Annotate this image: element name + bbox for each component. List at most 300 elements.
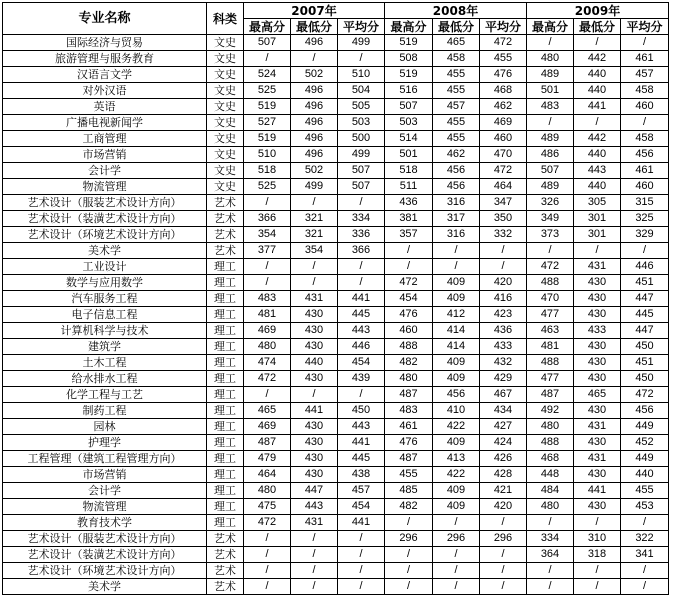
score-cell: 456 [621,403,669,419]
score-cell: 486 [527,147,574,163]
score-cell: 448 [527,467,574,483]
category-cell: 理工 [207,371,244,387]
score-cell: 445 [621,307,669,323]
score-cell: 496 [291,99,338,115]
score-cell: / [433,259,480,275]
category-cell: 理工 [207,387,244,403]
score-cell: 381 [385,211,433,227]
score-cell: / [574,35,621,51]
score-cell: 527 [244,115,291,131]
score-cell: 496 [291,83,338,99]
major-name-cell: 国际经济与贸易 [3,35,207,51]
score-cell: 449 [621,451,669,467]
header-year-2009: 2009年 [527,3,669,19]
score-cell: 440 [574,179,621,195]
category-cell: 理工 [207,515,244,531]
score-cell: / [244,563,291,579]
score-cell: 499 [291,179,338,195]
score-cell: 508 [385,51,433,67]
score-cell: 503 [385,115,433,131]
score-cell: 451 [621,275,669,291]
table-row [3,275,669,291]
header-max-2009: 最高分 [527,19,574,35]
score-cell: 487 [385,451,433,467]
score-cell: 470 [527,291,574,307]
score-cell: 430 [291,451,338,467]
category-cell: 理工 [207,451,244,467]
header-avg-2009: 平均分 [621,19,669,35]
score-cell: 511 [385,179,433,195]
score-cell: 455 [433,115,480,131]
score-cell: 463 [527,323,574,339]
score-cell: 434 [480,403,527,419]
header-year-2007: 2007年 [244,3,385,19]
score-cell: 430 [574,403,621,419]
score-cell: 318 [574,547,621,563]
score-cell: 430 [291,467,338,483]
score-cell: 452 [621,435,669,451]
score-cell: 410 [433,403,480,419]
score-cell: 456 [621,147,669,163]
score-cell: 336 [338,227,385,243]
score-cell: 433 [574,323,621,339]
category-cell: 艺术 [207,211,244,227]
score-cell: 510 [244,147,291,163]
score-cell: / [244,51,291,67]
table-row [3,163,669,179]
table-row [3,323,669,339]
score-cell: 430 [574,339,621,355]
table-row [3,291,669,307]
score-cell: / [621,115,669,131]
score-cell: / [338,275,385,291]
table-row [3,579,669,595]
score-cell: 436 [385,195,433,211]
major-name-cell: 计算机科学与技术 [3,323,207,339]
major-name-cell: 园林 [3,419,207,435]
category-cell: 文史 [207,83,244,99]
score-cell: 446 [621,259,669,275]
header-avg-2007: 平均分 [338,19,385,35]
score-cell: / [244,387,291,403]
score-cell: 441 [574,483,621,499]
table-row [3,435,669,451]
score-cell: 430 [574,307,621,323]
major-name-cell: 化学工程与工艺 [3,387,207,403]
header-max-2008: 最高分 [385,19,433,35]
major-name-cell: 物流管理 [3,499,207,515]
score-cell: 441 [338,515,385,531]
category-cell: 理工 [207,291,244,307]
table-row [3,339,669,355]
score-cell: 413 [433,451,480,467]
score-cell: / [385,515,433,531]
score-cell: 457 [621,67,669,83]
score-cell: 409 [433,499,480,515]
score-cell: 414 [433,339,480,355]
score-cell: / [433,563,480,579]
score-cell: 461 [621,163,669,179]
category-cell: 艺术 [207,547,244,563]
header-major: 专业名称 [3,3,207,35]
score-cell: / [385,547,433,563]
score-cell: 482 [385,355,433,371]
score-cell: / [338,51,385,67]
score-cell: / [244,531,291,547]
score-cell: 341 [621,547,669,563]
category-cell: 艺术 [207,531,244,547]
score-cell: 484 [527,483,574,499]
score-cell: 518 [385,163,433,179]
score-cell: 472 [385,275,433,291]
score-cell: 519 [385,67,433,83]
score-cell: 476 [385,307,433,323]
category-cell: 理工 [207,483,244,499]
score-cell: 445 [338,307,385,323]
score-cell: 479 [244,451,291,467]
score-cell: 503 [338,115,385,131]
category-cell: 理工 [207,403,244,419]
category-cell: 理工 [207,307,244,323]
score-cell: 430 [574,435,621,451]
score-cell: 468 [480,83,527,99]
table-row [3,419,669,435]
score-cell: 373 [527,227,574,243]
score-cell: 430 [291,339,338,355]
score-cell: 357 [385,227,433,243]
score-cell: / [338,579,385,595]
table-row [3,451,669,467]
score-cell: 458 [621,131,669,147]
header-min-2008: 最低分 [433,19,480,35]
score-cell: 409 [433,371,480,387]
score-cell: 431 [291,291,338,307]
major-name-cell: 给水排水工程 [3,371,207,387]
score-cell: 438 [338,467,385,483]
score-cell: 457 [338,483,385,499]
score-cell: 322 [621,531,669,547]
score-cell: 424 [480,435,527,451]
score-cell: 431 [574,451,621,467]
score-cell: 501 [385,147,433,163]
score-cell: 430 [291,419,338,435]
score-cell: 433 [480,339,527,355]
score-cell: 474 [244,355,291,371]
score-cell: 443 [574,163,621,179]
score-cell: 439 [338,371,385,387]
score-cell: 430 [291,307,338,323]
score-cell: 451 [621,355,669,371]
score-cell: 447 [621,323,669,339]
category-cell: 艺术 [207,195,244,211]
table-row [3,371,669,387]
score-cell: 441 [574,99,621,115]
table-row [3,147,669,163]
score-cell: 496 [291,131,338,147]
category-cell: 理工 [207,435,244,451]
score-cell: 518 [244,163,291,179]
score-cell: / [621,563,669,579]
score-cell: / [338,195,385,211]
score-cell: / [291,531,338,547]
score-cell: 472 [244,515,291,531]
score-cell: 469 [480,115,527,131]
score-cell: 423 [480,307,527,323]
major-name-cell: 数学与应用数学 [3,275,207,291]
score-cell: 450 [621,371,669,387]
score-cell: 441 [338,435,385,451]
score-cell: 334 [338,211,385,227]
header-avg-2008: 平均分 [480,19,527,35]
score-cell: 454 [385,291,433,307]
score-cell: / [338,259,385,275]
score-cell: 364 [527,547,574,563]
score-cell: / [244,275,291,291]
score-cell: 496 [291,147,338,163]
score-cell: 519 [244,99,291,115]
score-cell: / [480,259,527,275]
score-cell: 430 [574,291,621,307]
score-cell: 321 [291,227,338,243]
score-cell: 456 [433,163,480,179]
major-name-cell: 艺术设计（装潢艺术设计方向） [3,547,207,563]
category-cell: 文史 [207,131,244,147]
score-cell: / [480,547,527,563]
table-row [3,243,669,259]
score-cell: 296 [480,531,527,547]
score-cell: 430 [574,371,621,387]
score-cell: 455 [433,67,480,83]
table-row [3,131,669,147]
score-cell: 507 [385,99,433,115]
score-cell: 483 [385,403,433,419]
score-cell: 409 [433,483,480,499]
score-cell: 431 [291,515,338,531]
category-cell: 文史 [207,115,244,131]
score-cell: 440 [621,467,669,483]
score-cell: 456 [433,179,480,195]
score-cell: 332 [480,227,527,243]
major-name-cell: 护理学 [3,435,207,451]
score-cell: 430 [574,275,621,291]
score-cell: 316 [433,195,480,211]
category-cell: 理工 [207,467,244,483]
score-cell: 480 [527,499,574,515]
score-cell: 455 [385,467,433,483]
score-cell: 443 [338,323,385,339]
major-name-cell: 工程管理（建筑工程管理方向） [3,451,207,467]
score-cell: 412 [433,307,480,323]
major-name-cell: 艺术设计（环境艺术设计方向） [3,227,207,243]
score-cell: 436 [480,323,527,339]
score-cell: 525 [244,83,291,99]
score-cell: 489 [527,179,574,195]
table-row [3,83,669,99]
score-cell: 488 [527,275,574,291]
table-row [3,259,669,275]
score-cell: 447 [621,291,669,307]
table-row [3,563,669,579]
score-cell: 455 [433,131,480,147]
header-min-2009: 最低分 [574,19,621,35]
score-cell: 349 [527,211,574,227]
major-name-cell: 英语 [3,99,207,115]
score-cell: 441 [291,403,338,419]
major-name-cell: 会计学 [3,483,207,499]
score-cell: 477 [527,371,574,387]
score-cell: 329 [621,227,669,243]
score-cell: 465 [433,35,480,51]
score-cell: 429 [480,371,527,387]
score-cell: 422 [433,467,480,483]
category-cell: 理工 [207,419,244,435]
score-cell: 525 [244,179,291,195]
score-cell: 488 [527,435,574,451]
table-row [3,35,669,51]
score-cell: 428 [480,467,527,483]
score-cell: 480 [244,483,291,499]
score-cell: 483 [527,99,574,115]
score-cell: 430 [291,435,338,451]
table-row [3,531,669,547]
major-name-cell: 旅游管理与服务教育 [3,51,207,67]
table-row [3,179,669,195]
score-cell: 334 [527,531,574,547]
major-name-cell: 美术学 [3,579,207,595]
score-cell: / [338,563,385,579]
category-cell: 艺术 [207,227,244,243]
score-cell: 455 [433,83,480,99]
score-cell: 496 [291,115,338,131]
score-cell: 460 [385,323,433,339]
score-cell: 514 [385,131,433,147]
score-cell: 504 [338,83,385,99]
score-cell: 519 [244,131,291,147]
score-cell: 422 [433,419,480,435]
score-cell: 455 [621,483,669,499]
score-cell: 409 [433,291,480,307]
score-cell: 465 [574,387,621,403]
header-category: 科类 [207,3,244,35]
score-cell: / [480,515,527,531]
major-name-cell: 建筑学 [3,339,207,355]
table-row [3,499,669,515]
score-cell: 519 [385,35,433,51]
category-cell: 艺术 [207,243,244,259]
category-cell: 文史 [207,147,244,163]
score-cell: 440 [574,83,621,99]
score-cell: / [527,243,574,259]
score-cell: 409 [433,435,480,451]
major-name-cell: 艺术设计（服装艺术设计方向） [3,195,207,211]
major-name-cell: 市场营销 [3,147,207,163]
score-cell: 487 [244,435,291,451]
score-cell: / [621,579,669,595]
score-cell: 377 [244,243,291,259]
score-cell: 440 [574,147,621,163]
table-row [3,67,669,83]
score-cell: 499 [338,147,385,163]
score-cell: / [433,515,480,531]
score-cell: 465 [244,403,291,419]
score-cell: / [527,35,574,51]
score-cell: / [574,515,621,531]
score-cell: / [291,563,338,579]
score-cell: 489 [527,67,574,83]
score-cell: 489 [527,131,574,147]
score-cell: 453 [621,499,669,515]
table-row [3,467,669,483]
score-cell: 458 [621,83,669,99]
major-name-cell: 制药工程 [3,403,207,419]
score-cell: 487 [385,387,433,403]
major-name-cell: 艺术设计（环境艺术设计方向） [3,563,207,579]
table-row [3,195,669,211]
score-cell: / [527,579,574,595]
score-cell: / [527,515,574,531]
category-cell: 文史 [207,99,244,115]
score-cell: 464 [480,179,527,195]
major-name-cell: 艺术设计（服装艺术设计方向） [3,531,207,547]
score-cell: 317 [433,211,480,227]
score-cell: 443 [291,499,338,515]
score-cell: / [385,243,433,259]
score-cell: 470 [480,147,527,163]
score-cell: 460 [621,179,669,195]
major-name-cell: 会计学 [3,163,207,179]
score-cell: 457 [433,99,480,115]
score-cell: 510 [338,67,385,83]
score-cell: 461 [621,51,669,67]
header-max-2007: 最高分 [244,19,291,35]
score-cell: / [291,387,338,403]
score-cell: / [291,579,338,595]
score-cell: 447 [291,483,338,499]
score-cell: 301 [574,211,621,227]
score-cell: 431 [574,259,621,275]
category-cell: 理工 [207,355,244,371]
score-cell: 507 [338,179,385,195]
score-cell: / [385,563,433,579]
score-cell: / [385,259,433,275]
score-cell: 467 [480,387,527,403]
score-cell: 455 [480,51,527,67]
score-cell: 475 [244,499,291,515]
table-row [3,387,669,403]
score-cell: 462 [480,99,527,115]
score-cell: 409 [433,275,480,291]
score-cell: 472 [480,163,527,179]
score-cell: 476 [480,67,527,83]
score-cell: 481 [527,339,574,355]
score-cell: / [291,195,338,211]
score-cell: / [621,515,669,531]
major-name-cell: 电子信息工程 [3,307,207,323]
major-name-cell: 市场营销 [3,467,207,483]
score-cell: 430 [291,323,338,339]
major-name-cell: 汽车服务工程 [3,291,207,307]
score-cell: / [338,547,385,563]
score-cell: 421 [480,483,527,499]
category-cell: 文史 [207,179,244,195]
score-cell: 450 [621,339,669,355]
score-cell: / [574,243,621,259]
score-cell: / [338,531,385,547]
category-cell: 文史 [207,163,244,179]
table-row [3,403,669,419]
table-row [3,227,669,243]
score-cell: / [574,579,621,595]
